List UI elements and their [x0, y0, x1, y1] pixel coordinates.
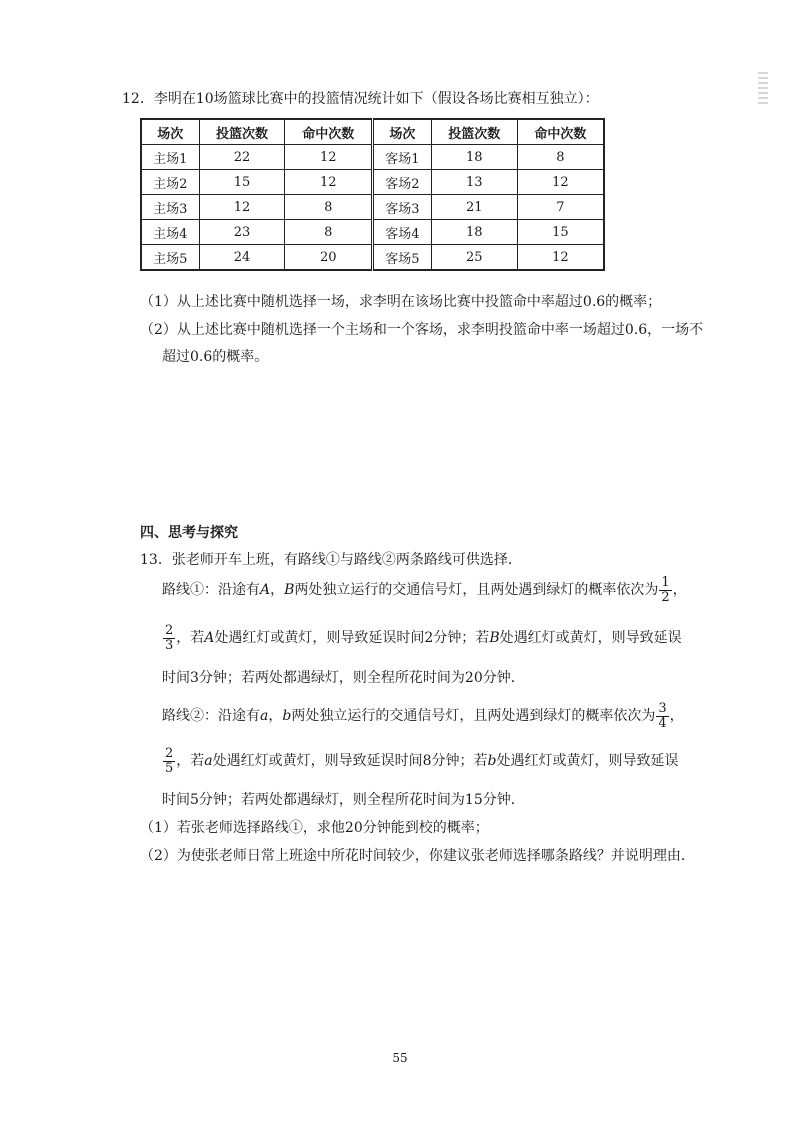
- q12-part1: （1）从上述比赛中随机选择一场，求李明在该场比赛中投篮命中率超过0.6的概率；: [140, 294, 662, 310]
- fraction-denominator: 4: [658, 715, 667, 731]
- table-cell: 22: [199, 145, 285, 170]
- fraction-denominator: 3: [165, 637, 174, 653]
- table-cell: 客场5: [372, 245, 431, 271]
- table-row: [141, 195, 604, 220]
- table-cell: 8: [285, 195, 373, 220]
- table-cell: 18: [431, 145, 517, 170]
- table-cell: 15: [517, 220, 604, 245]
- table-cell: 12: [517, 245, 604, 271]
- table-header: 投篮次数: [199, 119, 285, 145]
- fraction-denominator: 2: [661, 589, 670, 605]
- table-header-row: [141, 119, 604, 145]
- variable: A: [204, 630, 215, 647]
- table-cell: 客场3: [372, 195, 431, 220]
- table-cell: 12: [517, 170, 604, 195]
- q13-route1-line1: [162, 576, 687, 604]
- table-cell: 25: [431, 245, 517, 271]
- table-cell: 主场4: [141, 220, 199, 245]
- text-run: ，: [270, 582, 285, 599]
- q13-route2-line1: [162, 702, 684, 730]
- fraction: [656, 702, 668, 730]
- page-number: 55: [392, 1051, 408, 1065]
- variable: B: [284, 582, 295, 599]
- text-run: ，若: [176, 753, 205, 770]
- table-cell: 客场1: [372, 145, 431, 170]
- variable: A: [260, 582, 271, 599]
- text-run: ，若: [176, 630, 205, 647]
- table-row: [141, 145, 604, 170]
- table-cell: 12: [199, 195, 285, 220]
- table-row: [141, 220, 604, 245]
- fraction-numerator: 1: [661, 575, 670, 590]
- variable: b: [282, 708, 292, 725]
- text-run: ，: [268, 708, 283, 725]
- table-cell: 12: [285, 145, 373, 170]
- text-run: 两处独立运行的交通信号灯，且两处遇到绿灯的概率依次为: [294, 582, 659, 599]
- scan-speck: [758, 72, 768, 106]
- table-row: [141, 245, 604, 271]
- q13-stem: 13．张老师开车上班，有路线①与路线②两条路线可供选择．: [140, 552, 522, 568]
- text-run: ，: [669, 708, 684, 725]
- variable: B: [489, 630, 500, 647]
- table-cell: 8: [285, 220, 373, 245]
- table-cell: 客场4: [372, 220, 431, 245]
- text-run: 处遇红灯或黄灯，则导致延误时间2分钟；若: [214, 630, 490, 647]
- table-header: 投篮次数: [431, 119, 517, 145]
- text-run: ，: [672, 582, 687, 599]
- variable: a: [204, 753, 213, 770]
- table-cell: 24: [199, 245, 285, 271]
- variable: a: [260, 708, 269, 725]
- text-run: 处遇红灯或黄灯，则导致延误时间8分钟；若: [212, 753, 488, 770]
- text-run: 路线①：沿途有: [162, 582, 260, 599]
- variable: b: [487, 753, 497, 770]
- table-cell: 12: [285, 170, 373, 195]
- fraction: [163, 624, 175, 652]
- text-run: 路线②：沿途有: [162, 708, 260, 725]
- text-run: 处遇红灯或黄灯，则导致延误: [499, 630, 682, 647]
- shooting-stats-table: [140, 118, 605, 271]
- table-row: [141, 170, 604, 195]
- section-title: 四、思考与探究: [140, 525, 238, 541]
- table-cell: 18: [431, 220, 517, 245]
- q12-stem: 12．李明在10场篮球比赛中的投篮情况统计如下（假设各场比赛相互独立）：: [122, 91, 599, 107]
- q13-route1-line3: 时间3分钟；若两处都遇绿灯，则全程所花时间为20分钟．: [162, 670, 525, 686]
- q13-route2-line2: [162, 747, 679, 775]
- table-cell: 23: [199, 220, 285, 245]
- table-cell: 21: [431, 195, 517, 220]
- table-cell: 客场2: [372, 170, 431, 195]
- table-header: 命中次数: [517, 119, 604, 145]
- fraction-numerator: 3: [658, 701, 667, 716]
- table-cell: 13: [431, 170, 517, 195]
- fraction-numerator: 2: [165, 746, 174, 761]
- table-cell: 主场2: [141, 170, 199, 195]
- table-cell: 15: [199, 170, 285, 195]
- table-cell: 主场1: [141, 145, 199, 170]
- q13-part1: （1）若张老师选择路线①，求他20分钟能到校的概率；: [140, 820, 489, 836]
- text-run: 两处独立运行的交通信号灯，且两处遇到绿灯的概率依次为: [291, 708, 656, 725]
- q12-part2-line2: 超过0.6的概率。: [162, 349, 269, 365]
- q13-route1-line2: [162, 624, 682, 652]
- table-cell: 主场5: [141, 245, 199, 271]
- fraction: [659, 576, 671, 604]
- table-header: 命中次数: [285, 119, 373, 145]
- text-run: 处遇红灯或黄灯，则导致延误: [496, 753, 679, 770]
- q13-part2: （2）为使张老师日常上班途中所花时间较少，你建议张老师选择哪条路线？并说明理由．: [140, 848, 695, 864]
- table-header: 场次: [141, 119, 199, 145]
- table-header: 场次: [372, 119, 431, 145]
- fraction-denominator: 5: [165, 760, 174, 776]
- table-cell: 20: [285, 245, 373, 271]
- q13-route2-line3: 时间5分钟；若两处都遇绿灯，则全程所花时间为15分钟．: [162, 792, 525, 808]
- fraction: [163, 747, 175, 775]
- table-cell: 7: [517, 195, 604, 220]
- q12-part2-line1: （2）从上述比赛中随机选择一个主场和一个客场，求李明投篮命中率一场超过0.6，一场不: [140, 322, 704, 338]
- fraction-numerator: 2: [165, 623, 174, 638]
- table-cell: 8: [517, 145, 604, 170]
- table-cell: 主场3: [141, 195, 199, 220]
